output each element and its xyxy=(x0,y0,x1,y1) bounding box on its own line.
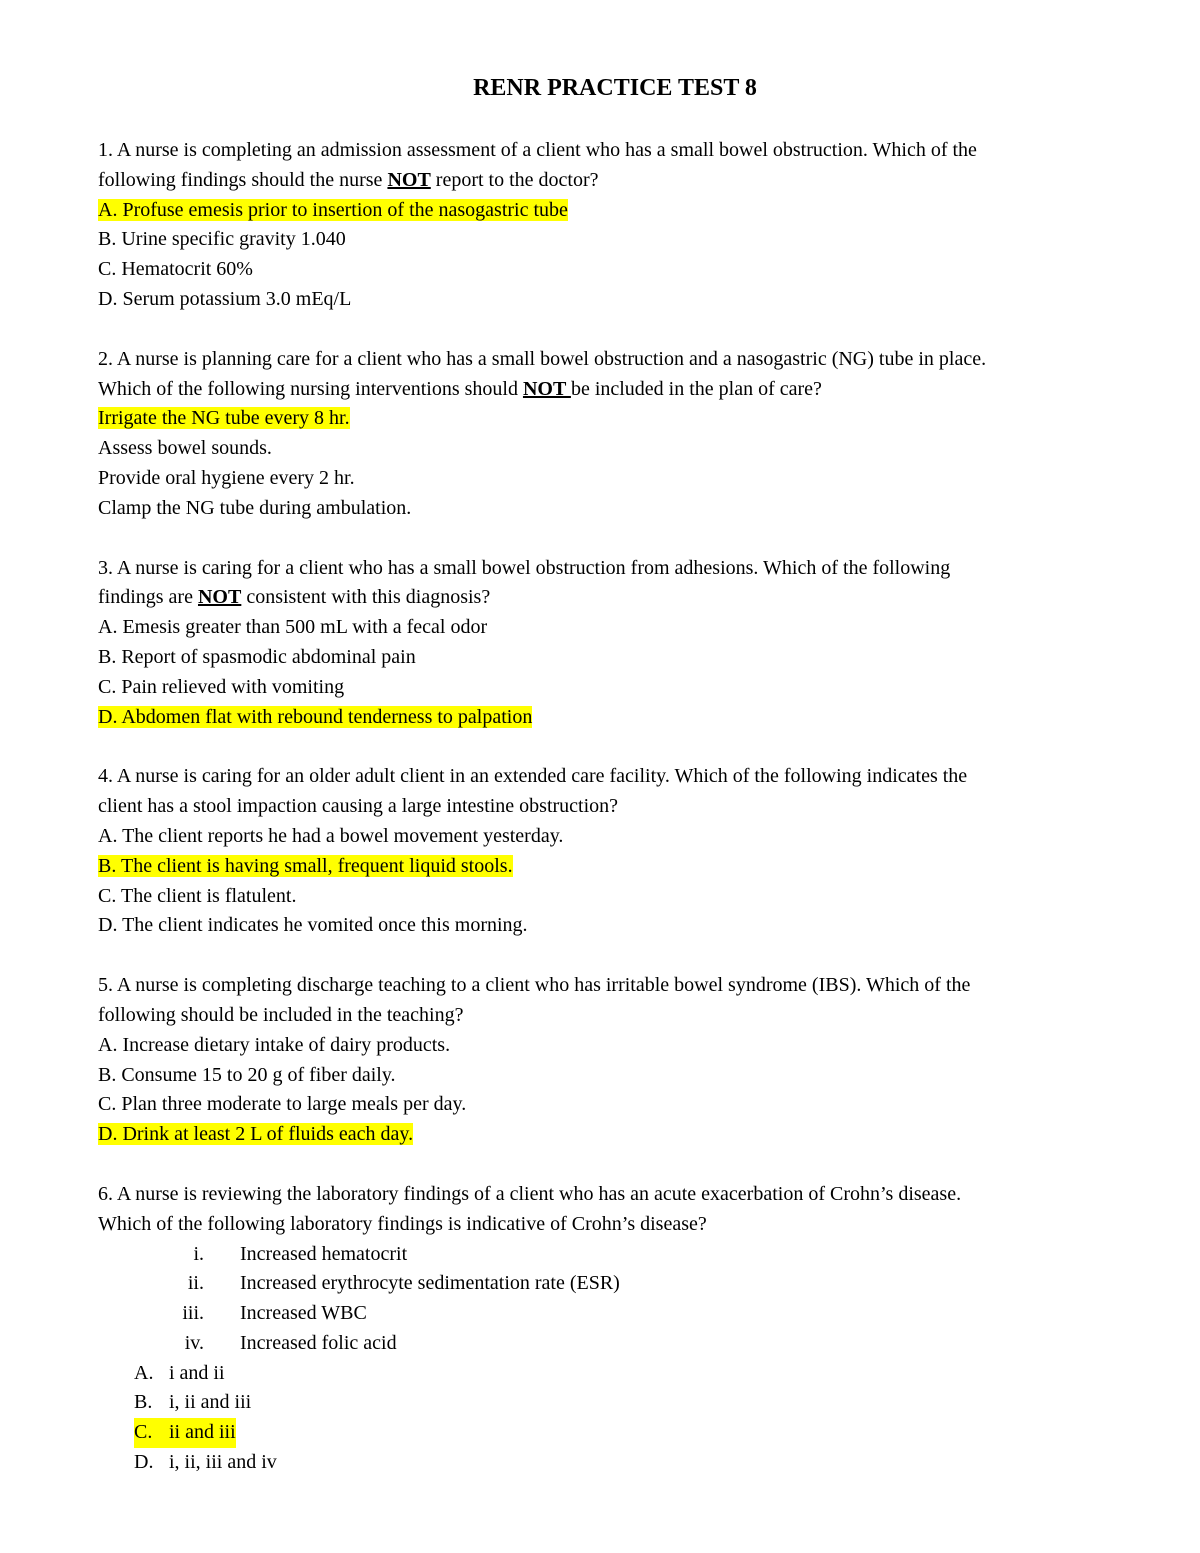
answer-option xyxy=(98,404,1118,434)
roman-list-item xyxy=(98,1329,1118,1359)
roman-numeral: ii. xyxy=(187,1272,204,1295)
roman-numeral: iv. xyxy=(184,1331,204,1354)
answer-option: Provide oral hygiene every 2 hr. xyxy=(98,466,355,489)
answer-option xyxy=(98,1388,1118,1418)
spacer xyxy=(98,732,1118,762)
stem-text: following findings should the nurse xyxy=(98,168,388,191)
roman-item-text: Increased erythrocyte sedimentation rate (ESR) xyxy=(240,1272,620,1295)
highlighted-answer: A. Profuse emesis prior to insertion of the nasogastric tube xyxy=(98,198,568,221)
roman-item-text: Increased WBC xyxy=(240,1302,367,1325)
answer-option xyxy=(98,196,1118,226)
question-3 xyxy=(98,554,1118,733)
answer-option: A. Emesis greater than 500 mL with a fecal odor xyxy=(98,616,488,639)
option-letter: B. xyxy=(134,1391,153,1414)
question-stem: following should be included in the teaching? xyxy=(98,1003,464,1026)
answer-option: C. Pain relieved with vomiting xyxy=(98,675,345,698)
document-body xyxy=(98,136,1118,1478)
stem-text: consistent with this diagnosis? xyxy=(241,586,491,609)
spacer xyxy=(98,941,1118,971)
answer-option xyxy=(98,1359,1118,1389)
question-stem xyxy=(98,583,1118,613)
stem-text: be included in the plan of care? xyxy=(570,377,822,400)
answer-option: D. Serum potassium 3.0 mEq/L xyxy=(98,287,352,310)
answer-option: D. The client indicates he vomited once this morning. xyxy=(98,914,528,937)
emphasis-not: NOT xyxy=(387,168,431,191)
answer-option xyxy=(98,703,1118,733)
question-stem: client has a stool impaction causing a large intestine obstruction? xyxy=(98,795,619,818)
highlighted-answer xyxy=(134,1418,236,1448)
answer-option xyxy=(98,852,1118,882)
question-2 xyxy=(98,345,1118,524)
answer-option: Clamp the NG tube during ambulation. xyxy=(98,496,412,519)
question-stem: 3. A nurse is caring for a client who has a small bowel obstruction from adhesions. Which of the following xyxy=(98,556,951,579)
question-4 xyxy=(98,762,1118,941)
stem-text: Which of the following nursing interventions should xyxy=(98,377,523,400)
option-letter: C. xyxy=(134,1421,153,1444)
question-stem xyxy=(98,166,1118,196)
answer-option: A. The client reports he had a bowel movement yesterday. xyxy=(98,824,564,847)
option-text: i and ii xyxy=(169,1361,225,1384)
highlighted-answer: B. The client is having small, frequent liquid stools. xyxy=(98,854,513,877)
answer-option: C. The client is flatulent. xyxy=(98,884,297,907)
answer-option: C. Plan three moderate to large meals per day. xyxy=(98,1093,467,1116)
question-stem: 5. A nurse is completing discharge teaching to a client who has irritable bowel syndrome (IBS). Which of the xyxy=(98,974,971,997)
highlighted-answer: Irrigate the NG tube every 8 hr. xyxy=(98,407,350,430)
answer-option xyxy=(98,1120,1118,1150)
answer-option: B. Urine specific gravity 1.040 xyxy=(98,228,346,251)
question-stem: 4. A nurse is caring for an older adult client in an extended care facility. Which of the following indicates the xyxy=(98,765,968,788)
answer-option: A. Increase dietary intake of dairy products. xyxy=(98,1033,451,1056)
spacer xyxy=(98,1150,1118,1180)
stem-text: findings are xyxy=(98,586,198,609)
roman-list-item xyxy=(98,1269,1118,1299)
question-5 xyxy=(98,971,1118,1150)
spacer xyxy=(98,315,1118,345)
page-title: RENR PRACTICE TEST 8 xyxy=(473,75,757,101)
roman-numeral: iii. xyxy=(182,1302,204,1325)
answer-option xyxy=(98,1418,1118,1448)
option-text: ii and iii xyxy=(169,1421,236,1444)
question-stem: 2. A nurse is planning care for a client who has a small bowel obstruction and a nasogastric (NG) tube in place. xyxy=(98,347,987,370)
question-6 xyxy=(98,1180,1118,1478)
roman-numeral: i. xyxy=(193,1242,204,1265)
question-stem: 6. A nurse is reviewing the laboratory findings of a client who has an acute exacerbation of Crohn’s disease. xyxy=(98,1182,962,1205)
roman-list-item xyxy=(98,1240,1118,1270)
highlighted-answer: D. Drink at least 2 L of fluids each day. xyxy=(98,1123,414,1146)
question-stem xyxy=(98,375,1118,405)
answer-option: B. Report of spasmodic abdominal pain xyxy=(98,645,416,668)
emphasis-not: NOT xyxy=(522,377,571,400)
highlighted-answer: D. Abdomen flat with rebound tenderness to palpation xyxy=(98,705,533,728)
stem-text: report to the doctor? xyxy=(430,168,599,191)
question-stem: Which of the following laboratory findings is indicative of Crohn’s disease? xyxy=(98,1212,707,1235)
answer-option: Assess bowel sounds. xyxy=(98,437,272,460)
roman-item-text: Increased hematocrit xyxy=(240,1242,408,1265)
roman-item-text: Increased folic acid xyxy=(240,1331,397,1354)
option-text: i, ii and iii xyxy=(169,1391,252,1414)
roman-list-item xyxy=(98,1299,1118,1329)
question-1 xyxy=(98,136,1118,315)
question-stem: 1. A nurse is completing an admission assessment of a client who has a small bowel obstruction. Which of the xyxy=(98,139,977,161)
emphasis-not: NOT xyxy=(197,586,242,609)
answer-option: C. Hematocrit 60% xyxy=(98,258,253,281)
option-letter: A. xyxy=(134,1361,154,1384)
answer-option xyxy=(98,1448,1118,1478)
option-text: i, ii, iii and iv xyxy=(169,1451,277,1474)
spacer xyxy=(98,524,1118,554)
option-letter: D. xyxy=(134,1451,154,1474)
answer-option: B. Consume 15 to 20 g of fiber daily. xyxy=(98,1063,396,1086)
